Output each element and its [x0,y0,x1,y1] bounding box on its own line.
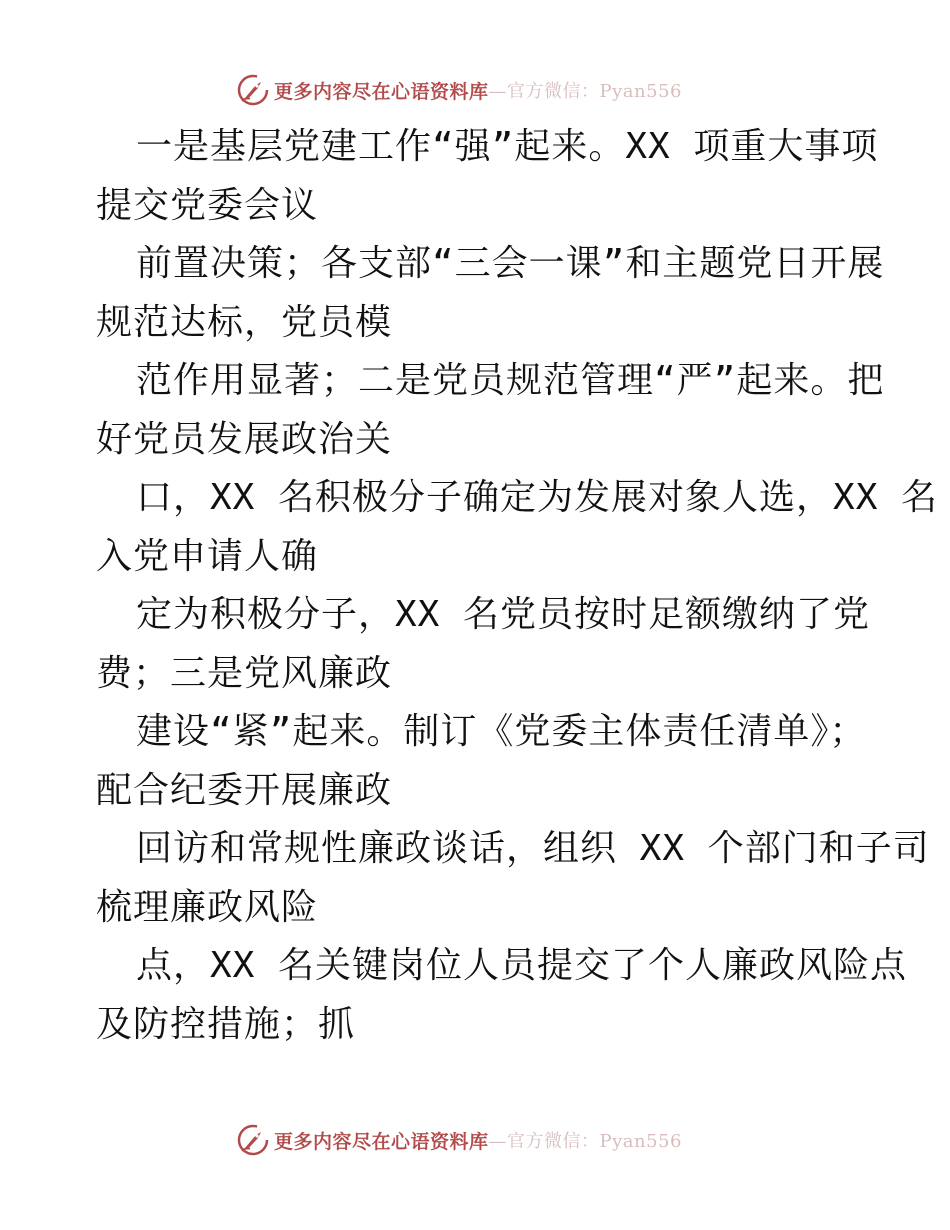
header-site-name: 更多内容尽在心语资料库 [274,80,489,103]
text-line: 好党员发展政治关 [96,418,393,460]
footer-banner [236,1122,682,1158]
text-line: 费；三是党风廉政 [96,652,393,694]
text-line: 及防控措施；抓 [96,1003,356,1045]
text-line: 提交党委会议 [96,184,319,226]
text-line: 梳理廉政风险 [96,886,319,928]
pen-nib-logo-icon [236,73,270,107]
text-line: 范作用显著；二是党员规范管理“严”起来。把 [136,360,885,401]
text-line: 入党申请人确 [96,535,319,577]
text-line: 配合纪委开展廉政 [96,769,393,811]
header-wechat-contact: —官方微信：Pyan556 [488,81,682,102]
text-line: 定为积极分子，XX 名党员按时足额缴纳了党 [136,594,871,635]
text-line: 口，XX 名积极分子确定为发展对象人选，XX 名 [136,477,939,518]
text-line: 前置决策；各支部“三会一课”和主题党日开展 [136,243,885,284]
text-line: 一是基层党建工作“强”起来。XX 项重大事项 [136,126,879,167]
text-line: 建设“紧”起来。制订《党委主体责任清单》； [136,711,867,752]
pen-nib-logo-icon [236,1123,270,1157]
footer-site-name: 更多内容尽在心语资料库 [274,1130,489,1153]
text-line: 回访和常规性廉政谈话，组织 XX 个部门和子司 [136,828,930,869]
header-banner [236,72,682,108]
footer-wechat-contact: —官方微信：Pyan556 [488,1131,682,1152]
text-line: 规范达标，党员模 [96,301,393,343]
text-line: 点，XX 名关键岗位人员提交了个人廉政风险点 [136,945,908,986]
body-text [96,118,939,1054]
